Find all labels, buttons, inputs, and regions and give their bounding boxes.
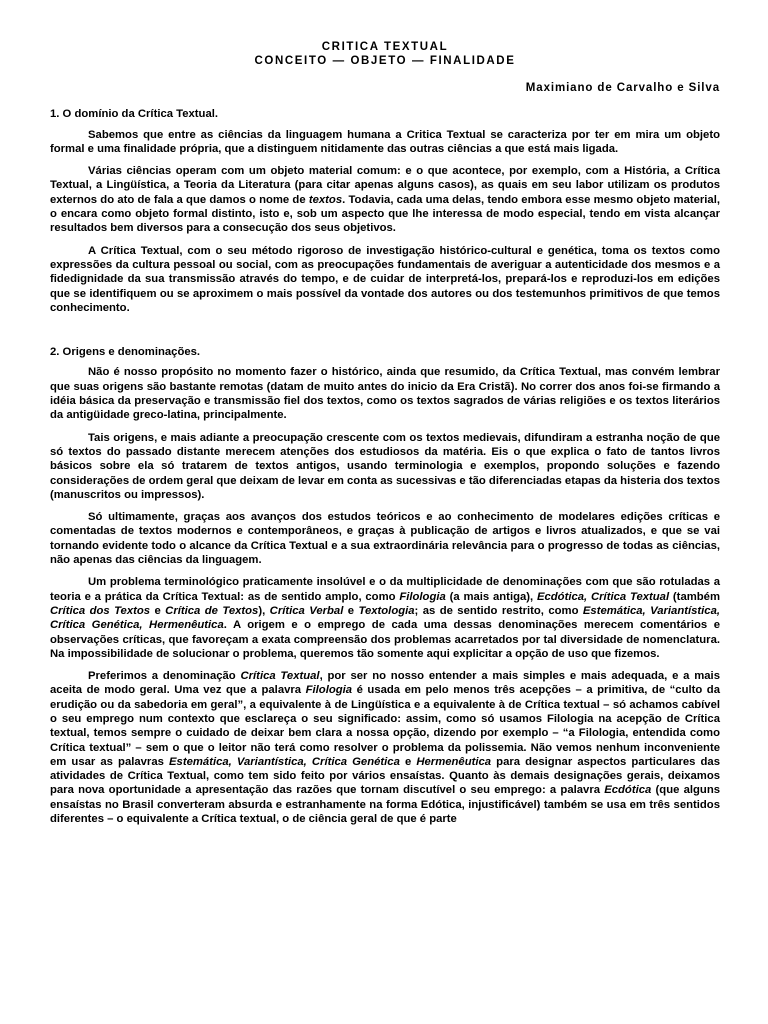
paragraph: Sabemos que entre as ciências da linguagem humana a Critica Textual se caracteriza por ter em mira um objeto formal e uma finalidade própria, que a distinguem nitidamente das outras ciências a que está mais ligada. — [50, 128, 720, 155]
paragraph: Várias ciências operam com um objeto material comum: e o que acontece, por exemplo, com a História, a Crítica Textual, a Lingüística, a Teoria da Literatura (para citar apenas alguns casos), as quais em seu labor utilizam os produtos externos do ato de fala a que damos o nome de textos. Todavia, cada uma delas, tendo embora esse mesmo objeto material, o encara como objeto formal distinto, isto e, sob um aspecto que lhe interessa de modo especial, tendo em vista alcançar resultados bem diversos para a consecução dos seus objetivos. — [50, 165, 720, 235]
italic-term: Ecdótica, Crítica Textual — [536, 590, 670, 603]
italic-term: Hermenêutica — [416, 755, 492, 768]
italic-term: Crítica Verbal — [269, 604, 344, 617]
document-subtitle: CONCEITO — OBJETO — FINALIDADE — [254, 55, 516, 67]
section-origens — [50, 345, 720, 826]
italic-term: Estemática, Variantística, Crítica Genética, Hermenêutica — [50, 604, 721, 632]
italic-term: Estemática, Variantística, Crítica Genética — [169, 755, 400, 768]
italic-term: Textologia — [358, 604, 415, 617]
italic-term: Crítica de Textos — [165, 604, 259, 617]
paragraph: Preferimos a denominação Crítica Textual, por ser no nosso entender a mais simples e mais adequada, e a mais aceita de modo geral. Uma vez que a palavra Filologia é usada em pelo menos três acepções – a primitiva, de “culto da erudição ou da sabedoria em geral”, a equivalente à de Lingüística e a equivalente à de Crítica textual – só achamos cabível o seu emprego num contexto que esclareça o seu significado: assim, como só usamos Filologia na acepção de Crítica textual, temos sempre o cuidado de deixar bem clara a nossa opção, dizendo por exemplo – “a Filologia, entendida como Crítica textual” – sem o que o leitor não terá como resolver o problema da polissemia. Não vemos nenhum inconveniente em usar as palavras Estemática, Variantística, Crítica Genética e Hermenêutica para designar aspectos particulares das atividades de Crítica Textual, como tem sido feito por vários ensaístas. Quanto às demais designações gerais, deixamos para nova oportunidade a apresentação das razões que tornam discutível o seu emprego: a palavra Ecdótica (que alguns ensaístas no Brasil converteram absurda e estranhamente na forma Edótica, injustificável) também se usa em três sentidos diferentes – o equivalente a Crítica textual, o de ciência geral de que é parte — [50, 670, 720, 826]
document-title: CRITICA TEXTUAL — [321, 41, 449, 53]
paragraph: Um problema terminológico praticamente insolúvel e o da multiplicidade de denominações com que são rotuladas a teoria e a prática da Crítica Textual: as de sentido amplo, como Filologia (a mais antiga), Ecdótica, Crítica Textual (também Crítica dos Textos e Crítica de Textos), Crítica Verbal e Textologia; as de sentido restrito, como Estemática, Variantística, Crítica Genética, Hermenêutica. A origem e o emprego de cada uma dessas denominações merecem comentários e observações críticas, que favoreçam a exata compreensão dos problemas acarretados por tal diversidade de nomenclatura. Na impossibilidade de solucionar o problema, queremos tão somente aqui explicitar a opção de uso que fizemos. — [50, 576, 721, 660]
italic-term: Crítica dos Textos — [50, 604, 151, 617]
paragraph: Só ultimamente, graças aos avanços dos estudos teóricos e ao conhecimento de modelares edições críticas e comentadas de textos modernos e contemporâneos, e graças à publicação de artigos e livros atualizados, e que se vai tornando evidente todo o alcance da Crítica Textual e a sua extraordinária relevância para o progresso de todas as ciências, não apenas das ciências da linguagem. — [50, 511, 720, 567]
document-author: Maximiano de Carvalho e Silva — [525, 82, 720, 94]
paragraph: Tais origens, e mais adiante a preocupação crescente com os textos medievais, difundiram a estranha noção de que só textos do passado distante merecem atenções dos estudiosos da matéria. Eis o que explica o fato de tantos livros básicos sobre ela só tratarem de textos antigos, usando terminologia e exemplos, propondo soluções e fazendo considerações de ordem geral que deixam de levar em conta as sucessivas e tão diferenciadas etapas da histeria dos textos (manuscritos ou impressos). — [50, 431, 720, 501]
italic-term: textos — [308, 193, 343, 206]
section-dominio — [50, 107, 720, 315]
paragraph: A Crítica Textual, com o seu método rigoroso de investigação histórico-cultural e genética, toma os textos como expressões da cultura pessoal ou social, com as preocupações fundamentais de averiguar a autenticidade dos mesmos e a fidedignidade da sua transmissão através do tempo, e de cuidar de interpretá-los, prepará-los e reproduzi-los em edições que se identifiquem ou se aproximem o mais possível da vontade dos autores ou dos testemunhos primitivos de que temos conhecimento. — [50, 244, 720, 314]
italic-term: Filologia — [399, 590, 446, 603]
section-heading: 1. O domínio da Crítica Textual. — [50, 108, 219, 121]
italic-term: Filologia — [305, 684, 353, 697]
section-heading: 2. Origens e denominações. — [50, 346, 201, 359]
italic-term: Ecdótica — [604, 784, 652, 797]
italic-term: Crítica Textual — [240, 670, 320, 683]
paragraph: Não é nosso propósito no momento fazer o histórico, ainda que resumido, da Crítica Textual, mas convém lembrar que suas origens são bastante remotas (datam de muito antes do inicio da Era Cristã). No correr dos anos foi-se firmando a idéia básica da preservação e transmissão fiel dos textos, como os textos sagrados de várias religiões e os textos literários da antigüidade greco-latina, principalmente. — [50, 366, 720, 422]
